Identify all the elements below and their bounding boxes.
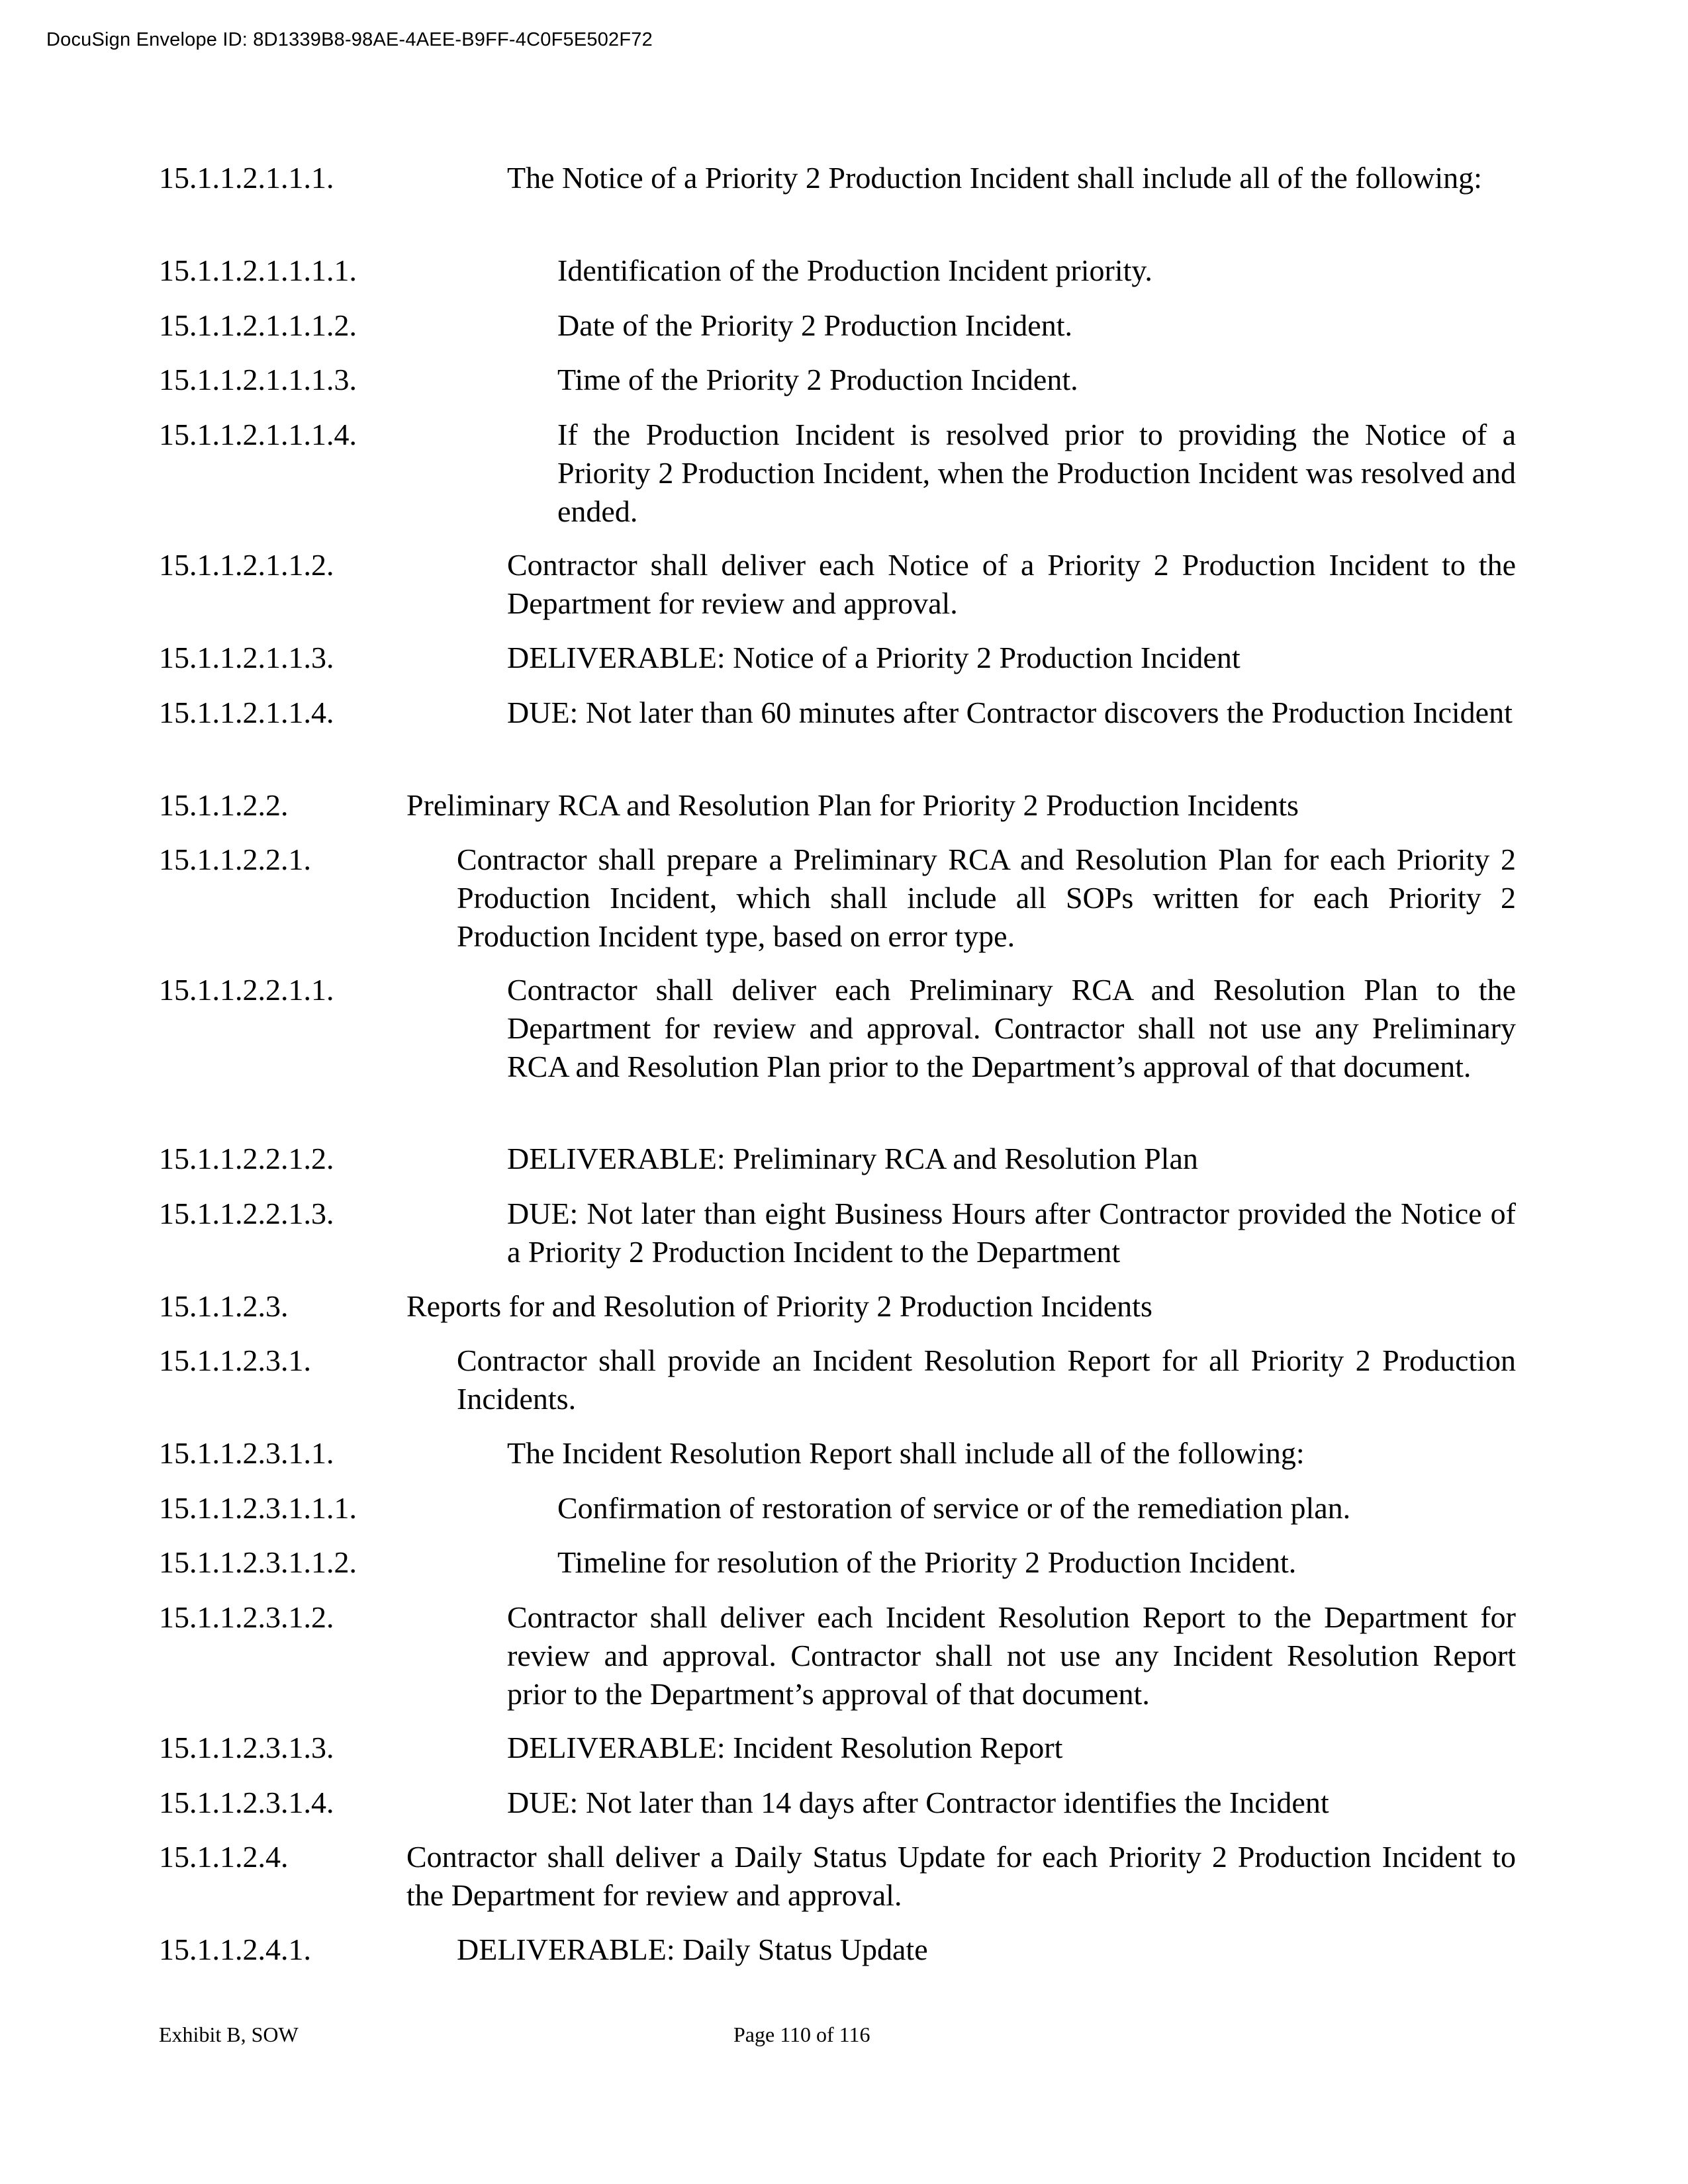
item-number: 15.1.1.2.3.1.3. <box>159 1731 334 1764</box>
item-number: 15.1.1.2.3.1.1. <box>159 1436 334 1470</box>
item-text: Identification of the Production Incident priority. <box>557 253 1152 287</box>
item-text: DELIVERABLE: Incident Resolution Report <box>507 1731 1063 1764</box>
item-text: If the Production Incident is resolved prior to providing the Notice of a Priority 2 Production Incident, when the Production Incident was resolved and ended. <box>557 418 1516 528</box>
item-text: The Incident Resolution Report shall include all of the following: <box>507 1436 1305 1470</box>
item-number: 15.1.1.2.2.1. <box>159 842 311 876</box>
item-text: Timeline for resolution of the Priority 2 Production Incident. <box>557 1545 1297 1579</box>
item-number: 15.1.1.2.2.1.2. <box>159 1142 334 1175</box>
item-number: 15.1.1.2.3.1.1.1. <box>159 1491 357 1525</box>
item-number: 15.1.1.2.1.1.1.4. <box>159 418 357 451</box>
item-text: DELIVERABLE: Daily Status Update <box>457 1933 928 1966</box>
item-text: DELIVERABLE: Preliminary RCA and Resolution Plan <box>507 1142 1198 1175</box>
item-text: Time of the Priority 2 Production Incident. <box>557 363 1078 396</box>
item-text: The Notice of a Priority 2 Production Incident shall include all of the following: <box>507 161 1482 195</box>
item-number: 15.1.1.2.2. <box>159 788 289 822</box>
item-number: 15.1.1.2.1.1.2. <box>159 548 334 582</box>
item-number: 15.1.1.2.3.1.2. <box>159 1600 334 1634</box>
item-text: DUE: Not later than 60 minutes after Contractor discovers the Production Incident <box>507 696 1513 729</box>
item-text: Contractor shall prepare a Preliminary RCA and Resolution Plan for each Priority 2 Production Incident, which shall include all SOPs written for each Priority 2 Production Incident type, based on error type. <box>457 842 1516 953</box>
item-text: Reports for and Resolution of Priority 2 Production Incidents <box>406 1289 1152 1323</box>
item-number: 15.1.1.2.1.1.3. <box>159 641 334 674</box>
footer-exhibit-label: Exhibit B, SOW <box>159 2023 299 2046</box>
item-number: 15.1.1.2.1.1.4. <box>159 696 334 729</box>
item-text: Contractor shall deliver each Preliminary RCA and Resolution Plan to the Department for review and approval. Contractor shall not use any Preliminary RCA and Resolution Plan prior to the Department’s approval of that document. <box>507 973 1516 1083</box>
item-number: 15.1.1.2.3.1. <box>159 1343 311 1377</box>
item-text: Preliminary RCA and Resolution Plan for Priority 2 Production Incidents <box>406 788 1299 822</box>
item-number: 15.1.1.2.2.1.1. <box>159 973 334 1007</box>
item-text: DELIVERABLE: Notice of a Priority 2 Production Incident <box>507 641 1241 674</box>
item-text: Confirmation of restoration of service or of the remediation plan. <box>557 1491 1351 1525</box>
item-text: Contractor shall deliver a Daily Status Update for each Priority 2 Production Incident to the Department for review and approval. <box>406 1840 1516 1912</box>
item-text: Contractor shall deliver each Incident Resolution Report to the Department for review and approval. Contractor shall not use any Incident Resolution Report prior to the Department’s approval of that document. <box>507 1600 1516 1711</box>
item-text: Date of the Priority 2 Production Incident. <box>557 308 1073 342</box>
item-number: 15.1.1.2.3. <box>159 1289 289 1323</box>
item-number: 15.1.1.2.1.1.1.3. <box>159 363 357 396</box>
item-number: 15.1.1.2.4.1. <box>159 1933 311 1966</box>
item-number: 15.1.1.2.3.1.1.2. <box>159 1545 357 1579</box>
item-text: DUE: Not later than 14 days after Contractor identifies the Incident <box>507 1786 1329 1819</box>
item-number: 15.1.1.2.2.1.3. <box>159 1197 334 1230</box>
item-text: Contractor shall deliver each Notice of a Priority 2 Production Incident to the Department for review and approval. <box>507 548 1516 620</box>
item-number: 15.1.1.2.1.1.1.2. <box>159 308 357 342</box>
item-text: Contractor shall provide an Incident Resolution Report for all Priority 2 Production Incidents. <box>457 1343 1516 1416</box>
item-text: DUE: Not later than eight Business Hours after Contractor provided the Notice of a Priority 2 Production Incident to the Department <box>507 1197 1516 1269</box>
item-number: 15.1.1.2.4. <box>159 1840 289 1874</box>
item-number: 15.1.1.2.1.1.1. <box>159 161 334 195</box>
envelope-id: DocuSign Envelope ID: 8D1339B8-98AE-4AEE-B9FF-4C0F5E502F72 <box>46 29 653 50</box>
footer-page-number: Page 110 of 116 <box>733 2023 870 2046</box>
item-number: 15.1.1.2.3.1.4. <box>159 1786 334 1819</box>
item-number: 15.1.1.2.1.1.1.1. <box>159 253 357 287</box>
